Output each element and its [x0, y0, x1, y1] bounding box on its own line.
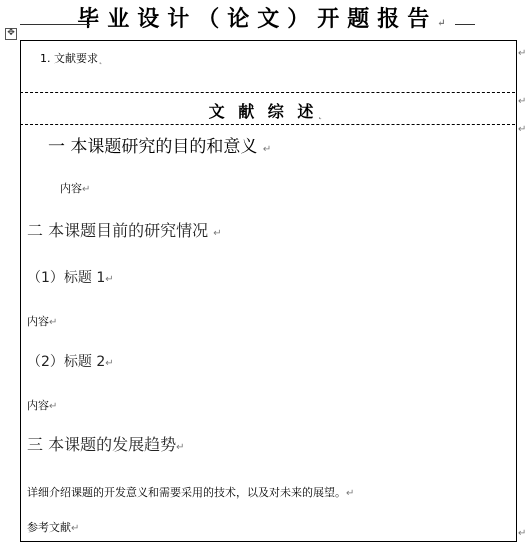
- paragraph-mark-icon: ˛: [98, 54, 103, 65]
- subheading-2[interactable]: [27, 351, 114, 371]
- end-of-cell-icon: ↵: [518, 528, 527, 539]
- document-requirement-item[interactable]: [40, 50, 103, 66]
- paragraph-mark-icon: ↵: [82, 184, 91, 195]
- title-right-rule: [455, 24, 475, 25]
- end-of-cell-icon: ↵: [518, 124, 527, 135]
- paragraph-mark-icon: ↵: [346, 488, 355, 499]
- content-2[interactable]: [27, 313, 57, 329]
- row-divider-1: [20, 92, 515, 93]
- content-1-text: 内容: [60, 182, 82, 195]
- paragraph-mark-icon: ↵: [105, 358, 114, 369]
- title-left-rule: [20, 24, 90, 25]
- page-title-text: 毕业设计（论文）开题报告: [77, 6, 438, 32]
- content-3-text: 内容: [27, 399, 49, 412]
- content-2-text: 内容: [27, 315, 49, 328]
- references-label[interactable]: [27, 519, 79, 535]
- end-of-cell-icon: ↵: [518, 96, 527, 107]
- page-title: [0, 2, 531, 33]
- subheading-1-text: （1）标题 1: [27, 270, 106, 286]
- paragraph-mark-icon: ↵: [49, 401, 58, 412]
- paragraph-mark-icon: ↵: [71, 523, 80, 534]
- section-header: [20, 99, 515, 122]
- heading-1-text: 一 本课题研究的目的和意义: [48, 137, 258, 157]
- heading-3[interactable]: [27, 432, 184, 455]
- paragraph-mark-icon: ↵: [176, 442, 185, 453]
- detail-text-content: 详细介绍课题的开发意义和需要采用的技术，以及对未来的展望。: [27, 486, 346, 499]
- heading-1[interactable]: [48, 132, 271, 157]
- subheading-2-text: （2）标题 2: [27, 354, 106, 370]
- paragraph-mark-icon: ↵: [262, 144, 272, 155]
- paragraph-mark-icon: ↵: [49, 317, 58, 328]
- end-of-cell-icon: ↵: [518, 48, 527, 59]
- subheading-1[interactable]: [27, 267, 114, 287]
- heading-2-text: 二 本课题目前的研究情况: [27, 221, 209, 240]
- content-1[interactable]: [60, 180, 90, 196]
- heading-2[interactable]: [27, 218, 222, 241]
- section-header-text: 文 献 综 述: [208, 102, 318, 121]
- content-3[interactable]: [27, 397, 57, 413]
- heading-3-text: 三 本课题的发展趋势: [27, 435, 177, 454]
- paragraph-mark-icon: ↵: [213, 228, 222, 239]
- paragraph-mark-icon: ↵: [105, 274, 114, 285]
- paragraph-mark-icon: ˛: [317, 109, 327, 120]
- move-icon[interactable]: ✥: [5, 28, 17, 40]
- document-requirement-text: 1. 文献要求: [40, 52, 98, 65]
- row-divider-2: [20, 124, 515, 125]
- references-label-text: 参考文献: [27, 521, 71, 534]
- detail-text[interactable]: [27, 484, 354, 500]
- paragraph-mark-icon: ↵: [437, 18, 454, 29]
